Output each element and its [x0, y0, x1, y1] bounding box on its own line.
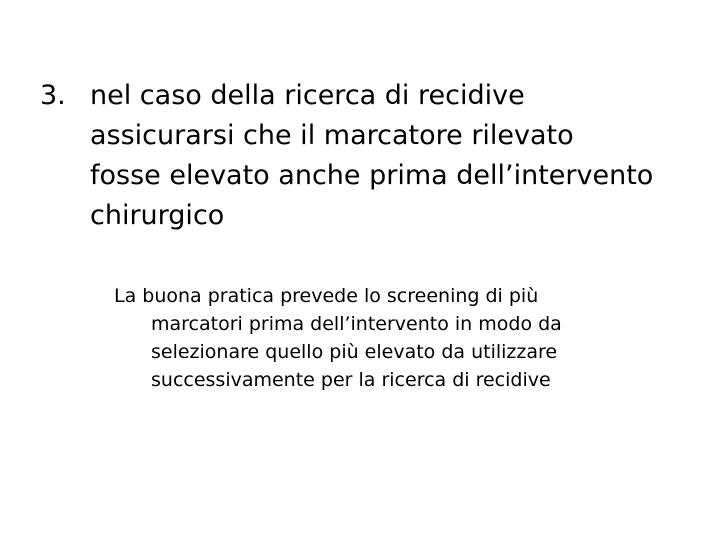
point-text — [90, 76, 653, 236]
good-practice-note — [114, 282, 704, 394]
note-line-3: selezionare quello più elevato da utilizzare — [151, 341, 558, 363]
point-line-1: nel caso della ricerca di recidive — [90, 80, 525, 111]
note-line-4: successivamente per la ricerca di recidive — [151, 369, 551, 391]
point-number: 3. — [40, 80, 66, 111]
note-line-1: La buona pratica prevede lo screening di più — [114, 285, 539, 307]
numbered-point — [40, 76, 712, 236]
point-line-2: assicurarsi che il marcatore rilevato — [90, 120, 574, 151]
point-line-4: chirurgico — [90, 200, 225, 231]
note-line-2: marcatori prima dell’intervento in modo da — [151, 313, 562, 335]
point-line-3: fosse elevato anche prima dell’intervento — [90, 160, 654, 191]
